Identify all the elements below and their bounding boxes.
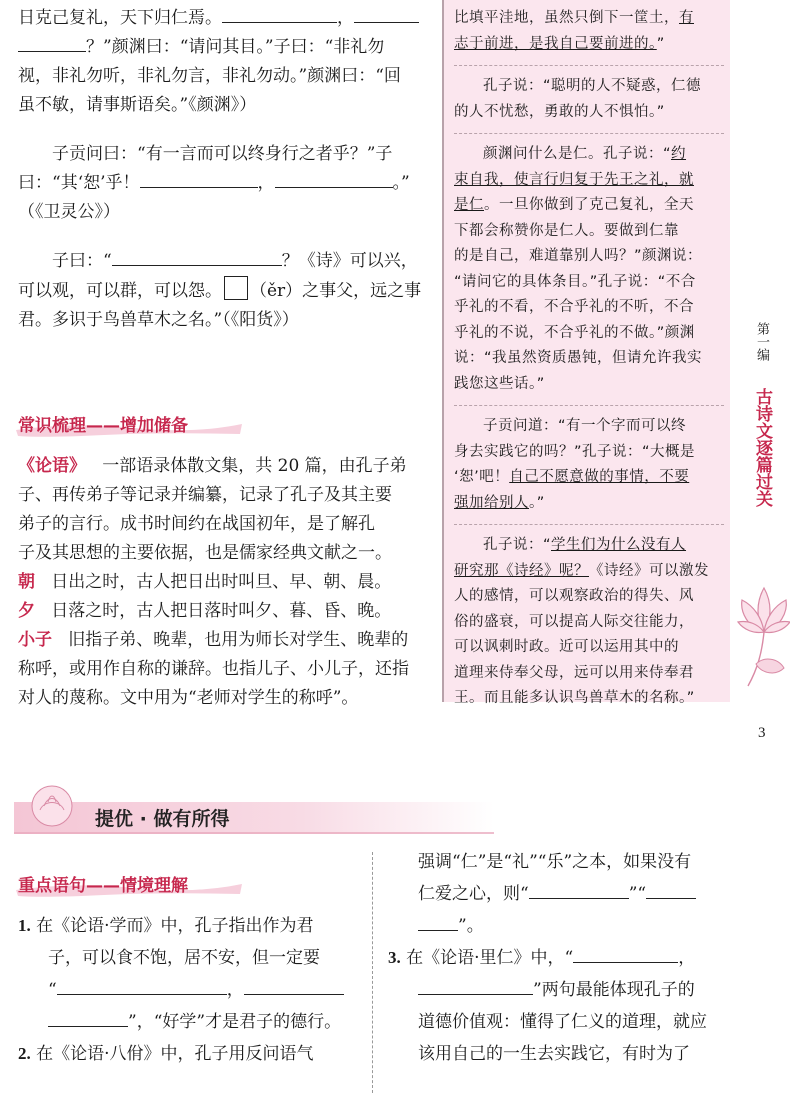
answer-blank[interactable] (646, 880, 696, 899)
term-text: 一部语录体散文集，共 20 篇，由孔子弟 (102, 456, 407, 476)
question-number: 2. (18, 1044, 31, 1063)
text-segment: 。” (392, 173, 410, 193)
text-line: 可以讽刺时政。近可以运用其中的 (454, 639, 679, 655)
text-line: 的是自己，难道靠别人吗？”颜渊说： (454, 248, 703, 264)
text-segment: ”“ (628, 884, 647, 904)
text-segment: 孔子说：“ (483, 537, 552, 553)
term-label: 《论语》 (18, 456, 86, 476)
answer-blank[interactable] (18, 33, 86, 52)
text-segment: ” (656, 35, 665, 52)
text-segment: 。一旦你做到了克己复礼，全天 (484, 197, 694, 213)
divider (454, 65, 724, 66)
text-line: 孔子说：“聪明的人不疑惑，仁德 (483, 78, 702, 94)
text-segment: ”。 (458, 916, 484, 936)
term-entry-xiaozi (18, 626, 436, 655)
text-segment: ， (337, 8, 354, 28)
text-line: 身去实践它的吗？”孔子说：“大概是 (454, 443, 696, 460)
part-label: 第一编 (754, 322, 769, 361)
text-line (388, 974, 733, 1006)
text-line: 子及其思想的主要依据，也是儒家经典文献之一。 (18, 543, 392, 563)
term-label: 夕 (18, 601, 35, 621)
text-line (454, 6, 724, 32)
text-segment: ？《诗》可以兴， (281, 251, 418, 271)
practice-right-column (388, 846, 733, 1070)
question-number: 1. (18, 916, 31, 935)
text-line: 虽不敏，请事斯语矣。”《颜渊》） (18, 95, 257, 115)
text-segment: 《诗经》可以激发 (589, 562, 709, 579)
text-line (454, 142, 724, 168)
answer-blank[interactable] (140, 169, 258, 188)
term-label: 朝 (18, 572, 35, 592)
answer-blank[interactable] (222, 4, 337, 23)
question-text: 在《论语·里仁》中，“ (406, 948, 574, 968)
page-number (758, 725, 766, 742)
answer-box[interactable] (224, 276, 248, 300)
text-line: 践您这些话。” (454, 375, 545, 392)
text-line (454, 559, 724, 585)
text-line (454, 533, 724, 559)
text-segment: ‘恕’吧！ (454, 469, 510, 485)
text-segment: 颜渊问什么是仁。孔子说：“ (483, 146, 672, 162)
text-line (388, 910, 733, 942)
text-line: 强调“仁”是“礼”“乐”之本，如果没有 (418, 852, 692, 872)
banner-background (14, 790, 494, 838)
practice-banner-title (95, 804, 229, 831)
text-segment: ， (226, 980, 244, 1000)
answer-blank[interactable] (244, 976, 344, 995)
underlined-text: 有 (679, 10, 694, 26)
text-segment: 子曰：“ (52, 251, 112, 271)
text-line: 对人的蔑称。文中用为“老师对学生的称呼”。 (18, 688, 359, 708)
book-section-title: 古诗文逐篇过关 (752, 388, 772, 507)
text-segment: 。” (529, 494, 545, 511)
text-segment: ？”颜渊曰：“请问其目。”子曰：“非礼勿 (86, 37, 385, 57)
text-line (18, 276, 430, 306)
text-segment: ”两句最能体现孔子的 (533, 980, 695, 1000)
text-line (18, 1006, 363, 1038)
text-line: 王。而且能多认识鸟兽草木的名称。” (454, 690, 695, 706)
knowledge-body (18, 452, 436, 713)
term-text: 旧指子弟、晚辈，也用为师长对学生、晚辈的 (68, 630, 409, 650)
text-line: 子贡问道：“有一个字而可以终 (483, 418, 687, 434)
term-entry-zhao (18, 568, 436, 597)
text-line: 子贡问曰：“有一言而可以终身行之者乎？”子 (52, 144, 393, 164)
text-segment: ， (678, 948, 696, 968)
classical-text (18, 4, 430, 335)
column-divider (372, 852, 373, 1093)
text-line (18, 169, 430, 198)
text-line (388, 878, 733, 910)
answer-blank[interactable] (48, 1008, 128, 1027)
knowledge-heading (14, 408, 244, 438)
text-line: 俗的盛衰，可以提高人际交往能力， (454, 613, 694, 630)
term-entry-xi (18, 597, 436, 626)
text-line: 视，非礼勿听，非礼勿言，非礼勿动。”颜渊曰：“回 (18, 66, 401, 86)
text-line (18, 247, 430, 276)
text-line: 子，可以食不饱，居不安，但一定要 (48, 948, 320, 968)
answer-blank[interactable] (112, 247, 282, 266)
text-line: “请问它的具体条目。”孔子说：“不合 (454, 273, 696, 290)
question-2 (18, 1038, 363, 1070)
text-line (18, 4, 430, 33)
practice-subheading (14, 868, 244, 898)
flower-badge-icon (20, 780, 84, 828)
term-text: 日落之时，古人把日落时叫夕、暮、昏、晚。 (51, 601, 392, 621)
answer-blank[interactable] (57, 976, 227, 995)
question-text: 在《论语·八佾》中，孔子用反问语气 (36, 1044, 314, 1064)
text-line: 道理来侍奉父母，远可以用来侍奉君 (454, 664, 694, 681)
translation-panel (442, 0, 730, 706)
margin-title (744, 388, 772, 507)
underlined-text: 学生们为什么没有人 (551, 537, 687, 553)
underlined-text: 强加给别人 (454, 494, 529, 511)
divider (454, 133, 724, 134)
text-line (18, 974, 363, 1006)
underlined-text: 是仁 (454, 197, 484, 213)
section-title: 常识梳理——增加储备 (18, 416, 188, 436)
banner-text: 提优 · 做有所得 (95, 808, 230, 830)
question-text: 在《论语·学而》中，孔子指出作为君 (36, 916, 314, 936)
text-line: 乎礼的不说，不合乎礼的不做。”颜渊 (454, 324, 695, 341)
text-line: 乎礼的不看，不合乎礼的不听，不合 (454, 299, 694, 315)
text-segment: “ (48, 980, 57, 1000)
answer-blank[interactable] (354, 4, 419, 23)
text-segment: 比填平洼地，虽然只倒下一筐土， (454, 10, 679, 26)
text-segment: ， (257, 173, 275, 193)
question-1 (18, 910, 363, 942)
underlined-text: 约 (671, 146, 687, 162)
page-number-text: 3 (758, 725, 766, 741)
answer-blank[interactable] (275, 169, 393, 188)
text-line: （《卫灵公》） (18, 202, 120, 222)
question-3 (388, 942, 733, 974)
text-line: 称呼，或用作自称的谦辞。也指儿子、小儿子，还指 (18, 659, 409, 679)
term-text: 日出之时，古人把日出时叫旦、早、朝、晨。 (51, 572, 392, 592)
text-line: 说：“我虽然资质愚钝，但请允许我实 (454, 350, 703, 366)
text-line: 子、再传弟子等记录并编纂，记录了孔子及其主要 (18, 485, 392, 505)
answer-blank[interactable] (529, 880, 629, 899)
lotus-flower-icon (734, 572, 790, 688)
section-title: 重点语句——情境理解 (18, 876, 188, 896)
text-segment: 仁爱之心，则“ (418, 884, 529, 904)
divider (454, 405, 724, 406)
text-line: 该用自己的一生去实践它，有时为了 (418, 1044, 690, 1064)
text-line: 下都会称赞你是仁人。要做到仁靠 (454, 222, 679, 239)
underlined-text: 束自我，使言行归复于先王之礼，就 (454, 171, 694, 188)
text-line (454, 491, 724, 517)
margin-part-label (748, 322, 770, 361)
text-line: 君。多识于鸟兽草木之名。”（《阳货》） (18, 310, 299, 330)
text-segment: 可以观，可以群，可以怨。 (18, 281, 222, 301)
text-line (454, 465, 724, 491)
text-line (454, 193, 724, 219)
divider (454, 524, 724, 525)
underlined-text: 志于前进，是我自己要前进的。 (454, 35, 657, 52)
text-line: 人的感情，可以观察政治的得失、风 (454, 588, 694, 604)
text-segment: ”，“好学”才是君子的德行。 (128, 1012, 342, 1032)
answer-blank[interactable] (418, 912, 458, 931)
question-number: 3. (388, 948, 401, 967)
underlined-text: 研究那《诗经》呢？ (454, 562, 589, 579)
text-segment: （ěr）之事父，远之事 (250, 281, 422, 301)
text-line: 的人不忧愁，勇敢的人不惧怕。” (454, 103, 665, 120)
text-line: 弟子的言行。成书时间约在战国初年，是了解孔 (18, 514, 375, 534)
term-entry-lunyu (18, 452, 436, 481)
answer-blank[interactable] (573, 944, 678, 963)
underlined-text: 自己不愿意做的事情，不要 (509, 469, 690, 485)
text-segment: 日克己复礼，天下归仁焉。 (18, 8, 222, 28)
text-line (454, 32, 724, 58)
practice-left-column (18, 910, 363, 1070)
text-line (18, 33, 430, 62)
text-line: 道德价值观：懂得了仁义的道理，就应 (418, 1012, 707, 1032)
text-segment: 曰：“其‘恕’乎！ (18, 173, 140, 193)
term-label: 小子 (18, 630, 52, 650)
answer-blank[interactable] (418, 976, 533, 995)
